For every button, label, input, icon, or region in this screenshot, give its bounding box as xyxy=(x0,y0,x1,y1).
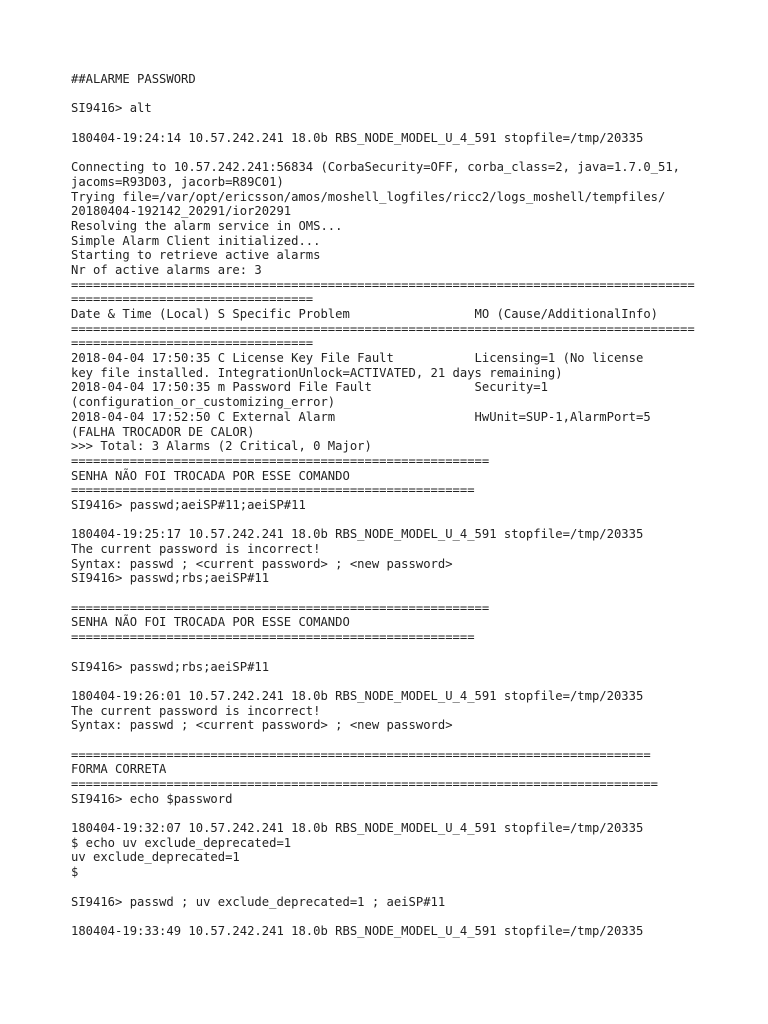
text-line: 180404-19:26:01 10.57.242.241 18.0b RBS_NODE_MODEL_U_4_591 stopfile=/tmp/20335 xyxy=(71,688,644,703)
blank-line xyxy=(71,880,731,895)
text-line: Connecting to 10.57.242.241:56834 (CorbaSecurity=OFF, corba_class=2, java=1.7.0_51, xyxy=(71,160,681,175)
text-line: SI9416> alt xyxy=(71,101,152,116)
blank-line xyxy=(71,116,731,131)
text-line: SENHA NÃO FOI TROCADA POR ESSE COMANDO xyxy=(71,615,350,630)
text-line: (FALHA TROCADOR DE CALOR) xyxy=(71,424,255,439)
text-line: ======================================================= xyxy=(71,630,475,645)
blank-line xyxy=(71,586,731,601)
text-line: Syntax: passwd ; <current password> ; <new password> xyxy=(71,556,453,571)
text-line: SI9416> passwd;rbs;aeiSP#11 xyxy=(71,659,270,674)
text-line: FORMA CORRETA xyxy=(71,762,167,777)
text-line: Simple Alarm Client initialized... xyxy=(71,233,321,248)
text-line: SI9416> passwd;rbs;aeiSP#11 xyxy=(71,571,270,586)
text-line: ===================================================================================== xyxy=(71,321,695,336)
text-line: The current password is incorrect! xyxy=(71,703,321,718)
blank-line xyxy=(71,733,731,748)
text-line: SI9416> echo $password xyxy=(71,791,233,806)
text-line: ================================= xyxy=(71,292,314,307)
text-line: Trying file=/var/opt/ericsson/amos/moshell_logfiles/ricc2/logs_moshell/tempfiles/ xyxy=(71,189,666,204)
text-line: 180404-19:33:49 10.57.242.241 18.0b RBS_NODE_MODEL_U_4_591 stopfile=/tmp/20335 xyxy=(71,923,644,938)
text-line: Nr of active alarms are: 3 xyxy=(71,262,262,277)
text-line: 180404-19:24:14 10.57.242.241 18.0b RBS_NODE_MODEL_U_4_591 stopfile=/tmp/20335 xyxy=(71,130,644,145)
text-line: The current password is incorrect! xyxy=(71,542,321,556)
text-line: ================================================================================ xyxy=(71,777,658,791)
blank-line xyxy=(71,909,731,924)
blank-line xyxy=(71,645,731,660)
text-line: 2018-04-04 17:50:35 m Password File Fault Security=1 xyxy=(71,380,548,395)
text-line: 2018-04-04 17:52:50 C External Alarm HwUnit=SUP-1,AlarmPort=5 xyxy=(71,409,651,424)
text-line: jacoms=R93D03, jacorb=R89C01) xyxy=(71,174,284,189)
text-line: (configuration_or_customizing_error) xyxy=(71,395,336,410)
text-line: Resolving the alarm service in OMS... xyxy=(71,218,343,233)
text-line: =============================================================================== xyxy=(71,747,651,762)
text-line: ##ALARME PASSWORD xyxy=(71,72,196,86)
blank-line xyxy=(71,145,731,160)
text-line: SI9416> passwd ; uv exclude_deprecated=1 ; aeiSP#11 xyxy=(71,894,446,909)
text-line: SI9416> passwd;aeiSP#11;aeiSP#11 xyxy=(71,497,306,512)
text-line: ========================================================= xyxy=(71,600,490,615)
blank-line xyxy=(71,674,731,689)
blank-line xyxy=(71,513,731,528)
text-line: ======================================================= xyxy=(71,483,475,498)
text-line: SENHA NÃO FOI TROCADA POR ESSE COMANDO xyxy=(71,468,350,483)
text-line: ================================= xyxy=(71,336,314,351)
text-line: 180404-19:25:17 10.57.242.241 18.0b RBS_NODE_MODEL_U_4_591 stopfile=/tmp/20335 xyxy=(71,527,644,542)
text-line: 20180404-192142_20291/ior20291 xyxy=(71,204,292,219)
text-line: Syntax: passwd ; <current password> ; <new password> xyxy=(71,718,453,733)
text-line: ========================================================= xyxy=(71,453,490,468)
text-line: $ xyxy=(71,865,79,880)
text-line: ===================================================================================== xyxy=(71,277,695,292)
text-line: 2018-04-04 17:50:35 C License Key File Fault Licensing=1 (No license xyxy=(71,351,644,366)
text-line: 180404-19:32:07 10.57.242.241 18.0b RBS_NODE_MODEL_U_4_591 stopfile=/tmp/20335 xyxy=(71,821,644,836)
blank-line xyxy=(71,806,731,821)
text-line: key file installed. IntegrationUnlock=ACTIVATED, 21 days remaining) xyxy=(71,365,563,380)
text-line: Starting to retrieve active alarms xyxy=(71,248,321,263)
text-line: Date & Time (Local) S Specific Problem MO (Cause/AdditionalInfo) xyxy=(71,307,658,321)
text-line: $ echo uv exclude_deprecated=1 xyxy=(71,835,292,850)
terminal-log-text xyxy=(71,72,731,939)
text-line: uv exclude_deprecated=1 xyxy=(71,850,240,865)
blank-line xyxy=(71,87,731,102)
text-line: >>> Total: 3 Alarms (2 Critical, 0 Major) xyxy=(71,439,372,454)
